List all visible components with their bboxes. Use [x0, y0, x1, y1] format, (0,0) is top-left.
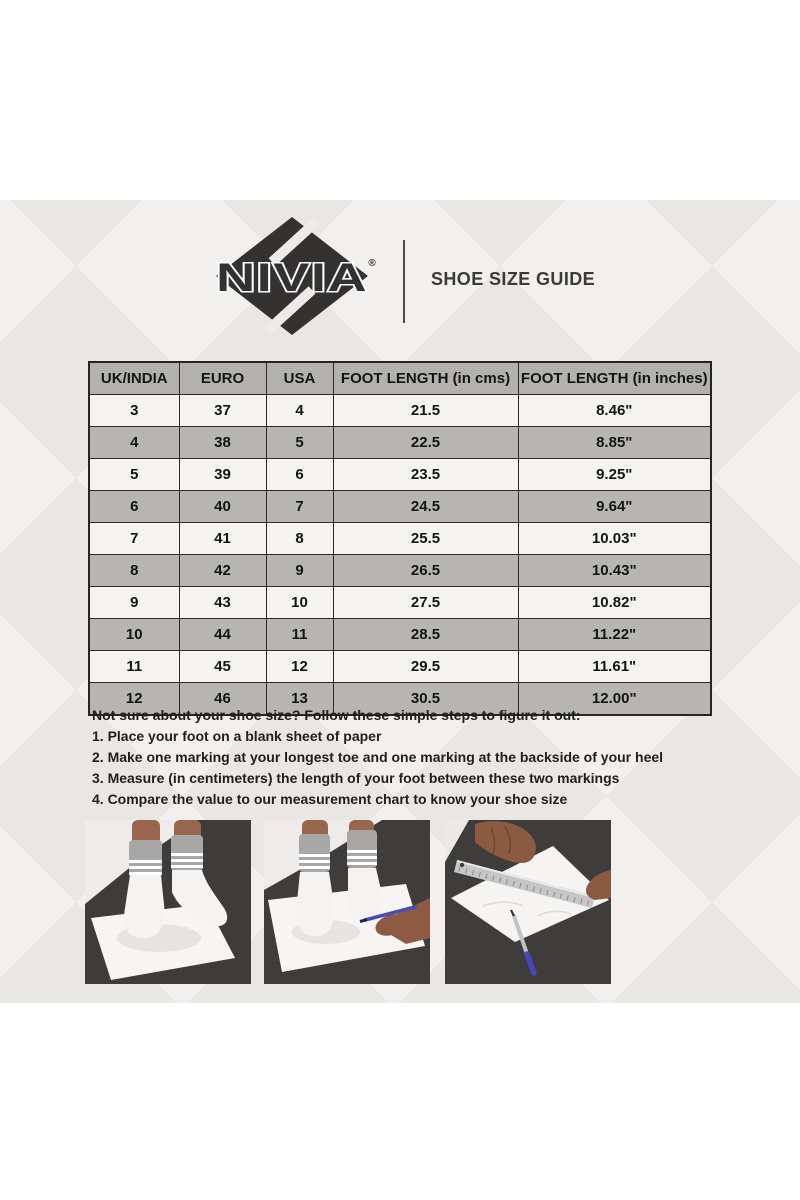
size-row: [89, 555, 711, 587]
instruction-step-4: 4. Compare the value to our measurement chart to know your shoe size: [92, 791, 568, 807]
measuring-instructions: [92, 705, 710, 810]
size-cell: 46: [179, 683, 266, 716]
size-cell: 10.03": [518, 523, 711, 555]
size-row: [89, 491, 711, 523]
size-cell: 5: [89, 459, 179, 491]
size-cell: 37: [179, 395, 266, 427]
size-cell: 38: [179, 427, 266, 459]
size-cell: 11: [89, 651, 179, 683]
photo-mark-outline-with-pen: [264, 820, 430, 984]
size-cell: 26.5: [333, 555, 518, 587]
size-cell: 8.85": [518, 427, 711, 459]
size-cell: 12: [266, 651, 333, 683]
size-cell: 12.00": [518, 683, 711, 716]
size-cell: 42: [179, 555, 266, 587]
size-cell: 8.46": [518, 395, 711, 427]
size-cell: 11.22": [518, 619, 711, 651]
photo-measure-with-ruler: [445, 820, 611, 984]
instruction-step-1: 1. Place your foot on a blank sheet of paper: [92, 728, 382, 744]
size-cell: 9.25": [518, 459, 711, 491]
nivia-wordmark: NIVIA: [216, 256, 368, 300]
size-row: [89, 587, 711, 619]
size-cell: 6: [266, 459, 333, 491]
size-cell: 27.5: [333, 587, 518, 619]
size-row: [89, 523, 711, 555]
size-guide-panel: [0, 200, 800, 1003]
page-title: SHOE SIZE GUIDE: [431, 269, 596, 289]
size-cell: 13: [266, 683, 333, 716]
size-cell: 8: [89, 555, 179, 587]
registered-trademark-symbol: ®: [368, 258, 376, 269]
size-cell: 4: [266, 395, 333, 427]
size-cell: 25.5: [333, 523, 518, 555]
size-cell: 9: [266, 555, 333, 587]
column-header-0: UK/INDIA: [89, 362, 179, 395]
size-cell: 7: [266, 491, 333, 523]
size-chart-table: [88, 361, 712, 716]
size-cell: 40: [179, 491, 266, 523]
size-row: [89, 395, 711, 427]
size-cell: 10.82": [518, 587, 711, 619]
size-cell: 6: [89, 491, 179, 523]
instructions-steps: [92, 726, 710, 810]
size-chart-header-row: [89, 362, 711, 395]
size-row: [89, 459, 711, 491]
header-divider: [403, 240, 405, 323]
size-cell: 44: [179, 619, 266, 651]
nivia-logo: [204, 214, 380, 340]
size-cell: 3: [89, 395, 179, 427]
size-cell: 11.61": [518, 651, 711, 683]
column-header-2: USA: [266, 362, 333, 395]
measure-with-ruler-illustration: [445, 820, 611, 984]
instruction-step-2: 2. Make one marking at your longest toe and one marking at the backside of your heel: [92, 749, 664, 765]
size-cell: 43: [179, 587, 266, 619]
size-cell: 39: [179, 459, 266, 491]
size-cell: 7: [89, 523, 179, 555]
size-cell: 30.5: [333, 683, 518, 716]
size-cell: 28.5: [333, 619, 518, 651]
photo-stand-on-paper: [85, 820, 251, 984]
size-cell: 9: [89, 587, 179, 619]
instructions-intro: Not sure about your shoe size? Follow these simple steps to figure it out:: [92, 707, 581, 723]
size-cell: 10.43": [518, 555, 711, 587]
size-cell: 22.5: [333, 427, 518, 459]
size-row: [89, 619, 711, 651]
size-cell: 9.64": [518, 491, 711, 523]
size-cell: 41: [179, 523, 266, 555]
stand-on-paper-illustration: [85, 820, 251, 984]
instruction-step-3: 3. Measure (in centimeters) the length of your foot between these two markings: [92, 770, 620, 786]
size-cell: 10: [89, 619, 179, 651]
size-cell: 8: [266, 523, 333, 555]
size-cell: 21.5: [333, 395, 518, 427]
size-cell: 45: [179, 651, 266, 683]
size-cell: 12: [89, 683, 179, 716]
size-cell: 24.5: [333, 491, 518, 523]
column-header-4: FOOT LENGTH (in inches): [518, 362, 711, 395]
size-cell: 23.5: [333, 459, 518, 491]
size-cell: 10: [266, 587, 333, 619]
mark-outline-illustration: [264, 820, 430, 984]
size-cell: 29.5: [333, 651, 518, 683]
size-cell: 11: [266, 619, 333, 651]
size-row: [89, 651, 711, 683]
size-cell: 5: [266, 427, 333, 459]
column-header-3: FOOT LENGTH (in cms): [333, 362, 518, 395]
size-cell: 4: [89, 427, 179, 459]
column-header-1: EURO: [179, 362, 266, 395]
size-row: [89, 427, 711, 459]
